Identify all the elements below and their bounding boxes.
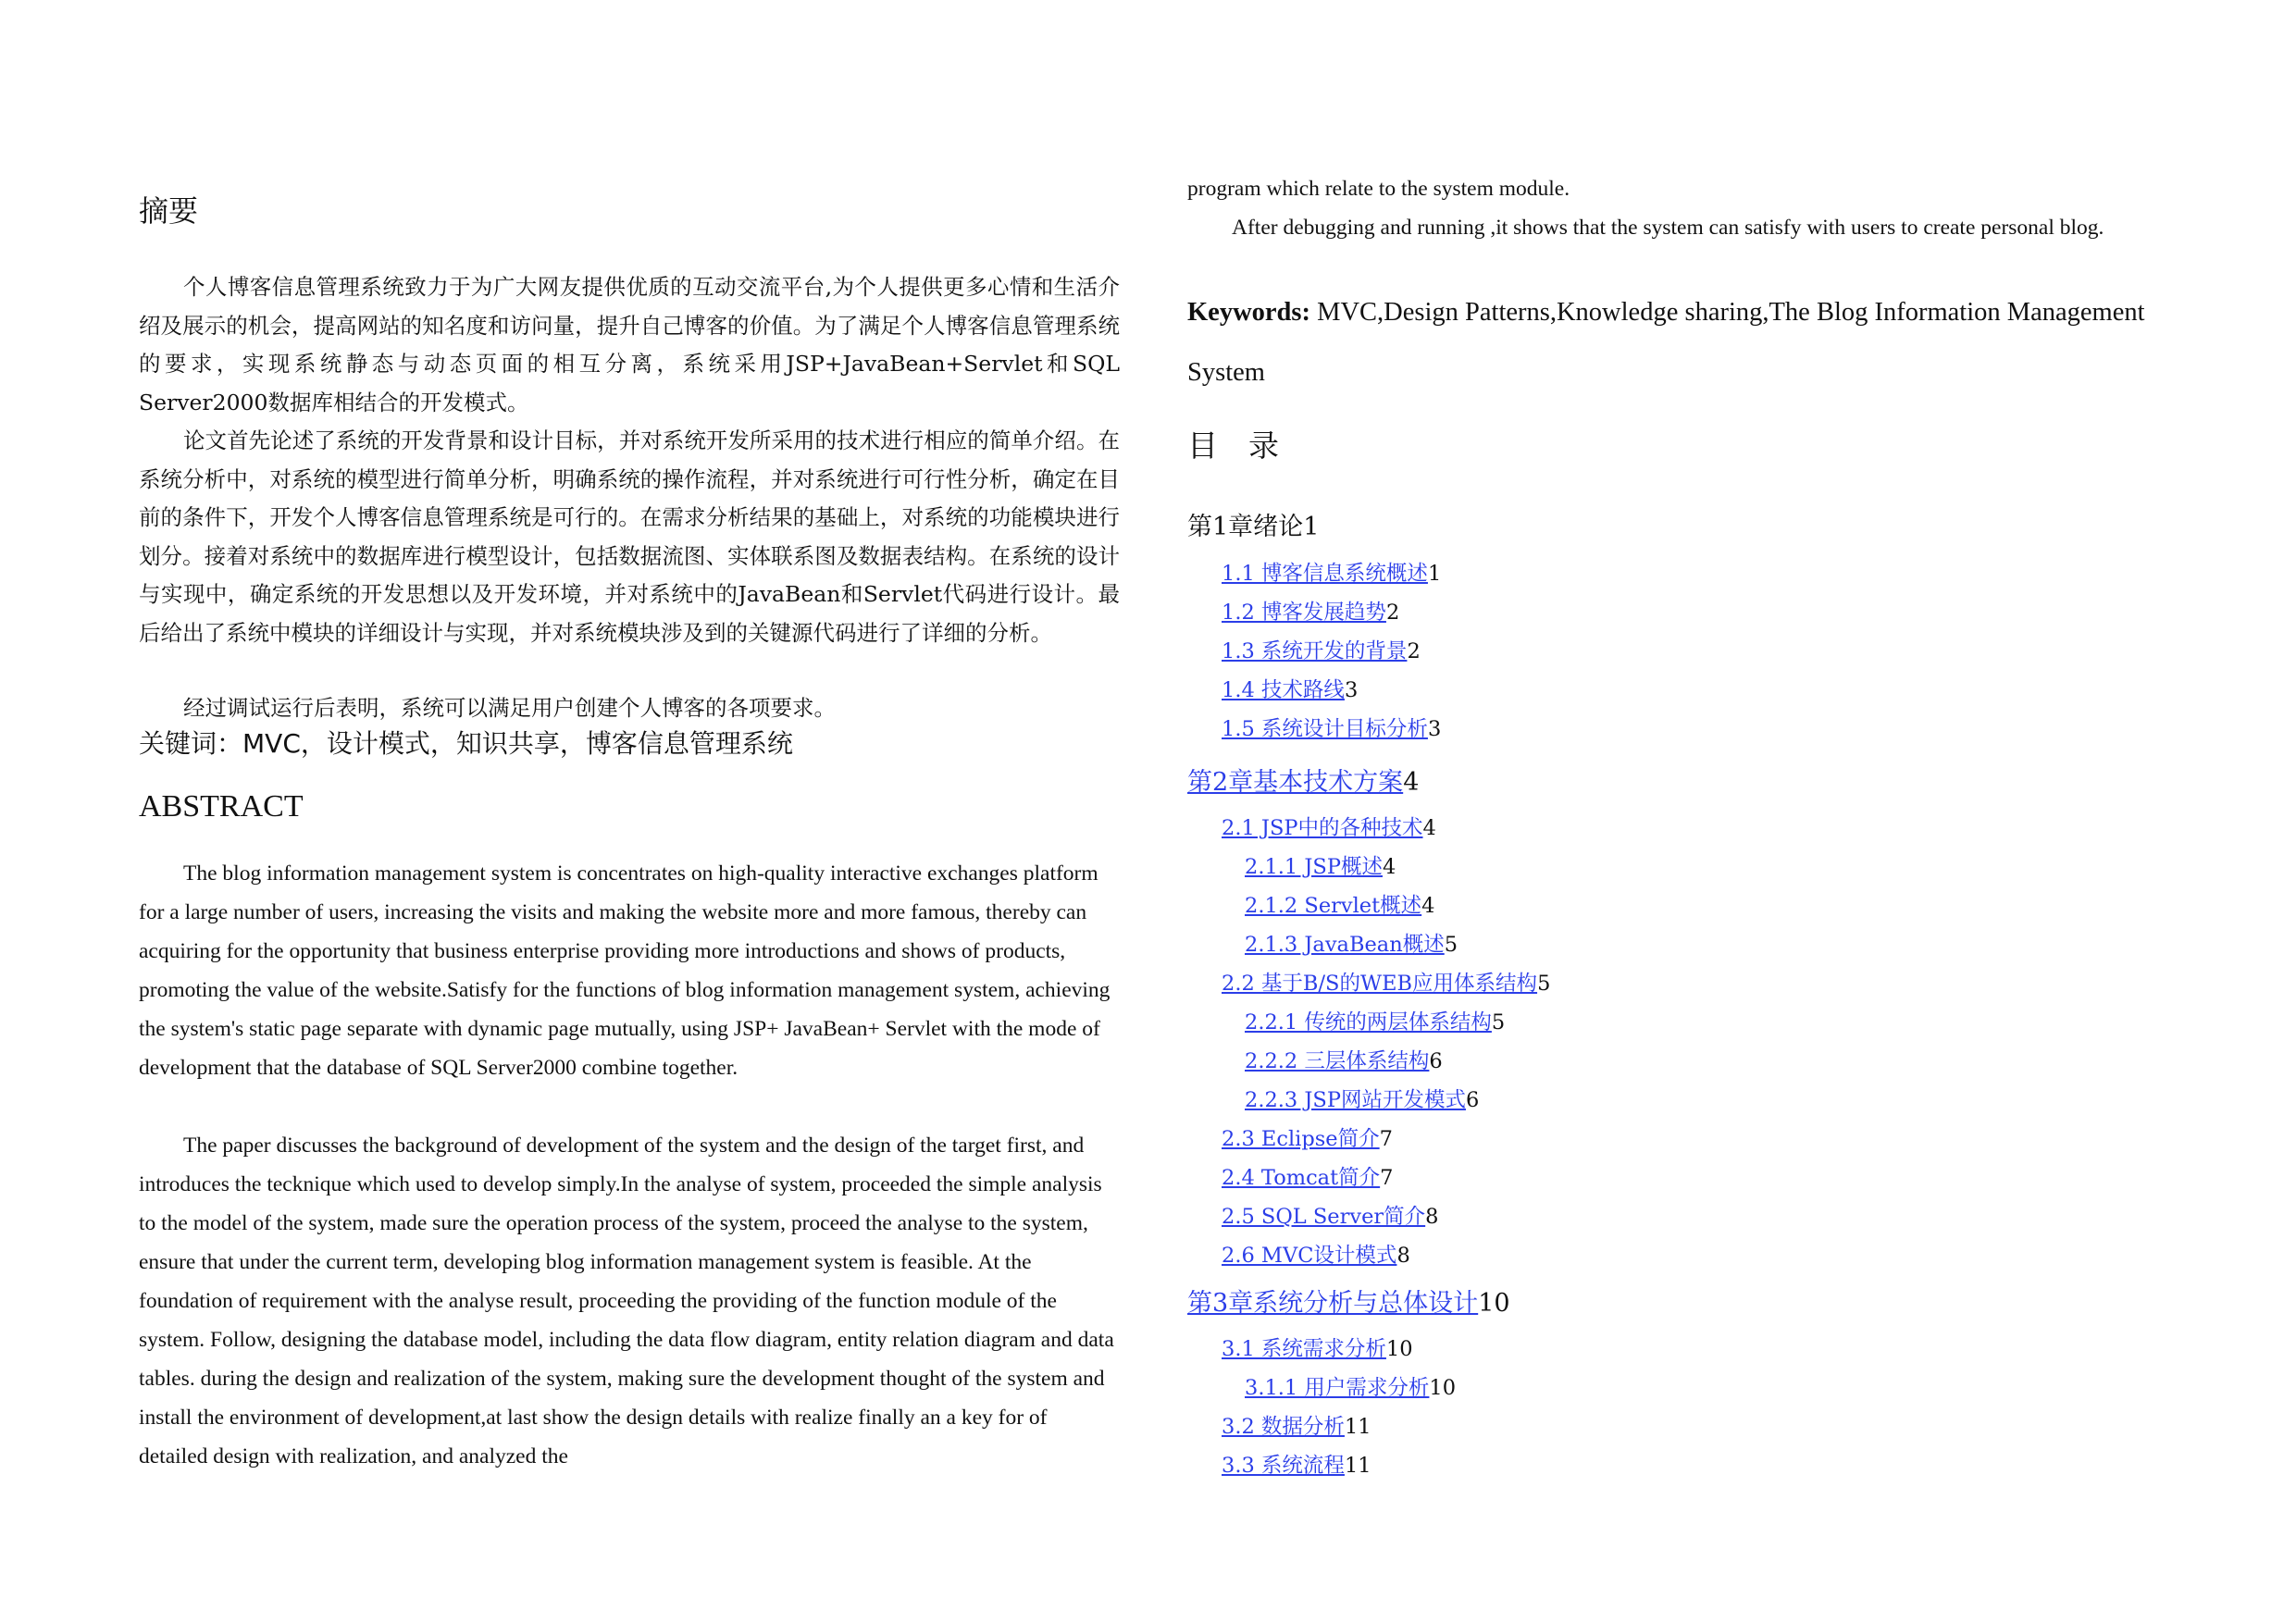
- toc-entry-2-3[interactable]: [1222, 1125, 1393, 1153]
- toc-entry-page: 5: [1491, 1010, 1506, 1035]
- toc-entry-title: 第1章绪论: [1187, 513, 1304, 541]
- toc-link[interactable]: 1.2 博客发展趋势: [1222, 601, 1386, 625]
- toc-link[interactable]: 1.4 技术路线: [1222, 678, 1345, 702]
- toc-entry-2-1-2[interactable]: [1245, 892, 1434, 920]
- toc-link[interactable]: 2.3 Eclipse简介: [1222, 1127, 1380, 1151]
- toc-entry-page: 11: [1344, 1415, 1371, 1439]
- abstract-zh-paragraph-3: 经过调试运行后表明，系统可以满足用户创建个人博客的各项要求。: [183, 695, 836, 721]
- toc-entry-page: 10: [1429, 1376, 1457, 1400]
- keywords-en-label: Keywords:: [1187, 298, 1310, 327]
- toc-entry-page: 4: [1421, 894, 1435, 918]
- toc-entry-1-5[interactable]: [1222, 715, 1441, 743]
- toc-entry-2-1[interactable]: [1222, 814, 1436, 842]
- toc-entry-2-2[interactable]: [1222, 970, 1550, 997]
- toc-entry-2-2-2[interactable]: [1245, 1047, 1443, 1075]
- toc-entry-page: 6: [1429, 1049, 1443, 1073]
- keywords-en-value: MVC,Design Patterns,Knowledge sharing,The Blog Information Management System: [1187, 298, 2145, 387]
- toc-entry-page: 7: [1379, 1127, 1393, 1151]
- toc-link[interactable]: 第3章系统分析与总体设计: [1187, 1289, 1479, 1318]
- toc-entry-3-1-1[interactable]: [1245, 1374, 1456, 1402]
- toc-link[interactable]: 2.1.3 JavaBean概述: [1245, 933, 1445, 957]
- abstract-en-paragraph-1: The blog information management system is concentrates on high-quality interactive exchanges platform for a large number of users, increasing the visits and making the website more and more famous, thereby can acquiring for the opportunity that business enterprise providing more introductions and shows of products, promoting the value of the website.Satisfy for the functions of blog information management system, achieving the system's static page separate with dynamic page mutually, using JSP+ JavaBean+ Servlet with the mode of development that the database of SQL Server2000 combine together.: [139, 861, 1111, 1080]
- abstract-zh-title: 摘要: [139, 193, 199, 229]
- abstract-en-title: ABSTRACT: [139, 789, 304, 824]
- abstract-zh-paragraph-1: 个人博客信息管理系统致力于为广大网友提供优质的互动交流平台,为个人提供更多心情和生活介绍及展示的机会，提高网站的知名度和访问量，提升自己博客的价值。为了满足个人博客信息管理系统的要求，实现系统静态与动态页面的相互分离，系统采用JSP+JavaBean+Servlet和SQL Server2000数据库相结合的开发模式。: [139, 274, 1120, 415]
- abstract-en-final-paragraph: After debugging and running ,it shows that the system can satisfy with users to create personal blog.: [1232, 216, 2104, 240]
- toc-entry-2-2-3[interactable]: [1245, 1086, 1479, 1114]
- toc-entry-page: 3: [1344, 678, 1359, 702]
- toc-entry-page: 2: [1407, 639, 1421, 663]
- toc-link[interactable]: 2.2.2 三层体系结构: [1245, 1049, 1430, 1073]
- toc-link[interactable]: 3.3 系统流程: [1222, 1454, 1345, 1478]
- toc-entry-1-4[interactable]: [1222, 676, 1358, 704]
- abstract-en-paragraph-2: The paper discusses the background of development of the system and the design of the target first, and introduces the tecknique which used to develop simply.In the analyse of system, proceeded the simple analysis to the model of the system, made sure the operation process of the system, proceed the analyse to the system, ensure that under the current term, developing blog information management system is feasible. At the foundation of requirement with the analyse result, proceeding the providing of the function module of the system. Follow, designing the database model, including the data flow diagram, entity relation diagram and data tables. during the design and realization of the system, making sure the development thought of the system and install the environment of development,at last show the design details with realize finally an a key for of detailed design with realization, and analyzed the: [139, 1134, 1114, 1468]
- abstract-zh-paragraph-2: 论文首先论述了系统的开发背景和设计目标，并对系统开发所采用的技术进行相应的简单介绍。在系统分析中，对系统的模型进行简单分析，明确系统的操作流程，并对系统进行可行性分析，确定在目前的条件下，开发个人博客信息管理系统是可行的。在需求分析结果的基础上，对系统的功能模块进行划分。接着对系统中的数据库进行模型设计，包括数据流图、实体联系图及数据表结构。在系统的设计与实现中，确定系统的开发思想以及开发环境，并对系统中的JavaBean和Servlet代码进行设计。最后给出了系统中模块的详细设计与实现，并对系统模块涉及到的关键源代码进行了详细的分析。: [139, 427, 1120, 646]
- toc-entry-ch2[interactable]: [1187, 767, 1419, 799]
- toc-entry-page: 8: [1396, 1244, 1410, 1268]
- toc-entry-page: 6: [1465, 1088, 1480, 1112]
- toc-entry-page: 3: [1427, 717, 1442, 741]
- toc-link[interactable]: 2.2.1 传统的两层体系结构: [1245, 1010, 1492, 1035]
- toc-entry-1-1[interactable]: [1222, 560, 1441, 588]
- toc-entry-ch1: [1187, 512, 1319, 543]
- toc-entry-page: 4: [1382, 855, 1396, 879]
- toc-link[interactable]: 1.5 系统设计目标分析: [1222, 717, 1428, 741]
- toc-entry-1-3[interactable]: [1222, 638, 1421, 665]
- toc-entry-page: 10: [1478, 1289, 1510, 1318]
- toc-link[interactable]: 1.3 系统开发的背景: [1222, 639, 1408, 663]
- toc-entry-page: 4: [1422, 816, 1436, 840]
- toc-entry-page: 2: [1385, 601, 1400, 625]
- toc-entry-2-2-1[interactable]: [1245, 1009, 1505, 1036]
- toc-entry-2-4[interactable]: [1222, 1164, 1393, 1192]
- toc-link[interactable]: 3.1.1 用户需求分析: [1245, 1376, 1430, 1400]
- toc-entry-page: 1: [1427, 562, 1442, 586]
- toc-entry-page: 4: [1403, 768, 1420, 797]
- toc-link[interactable]: 2.2 基于B/S的WEB应用体系结构: [1222, 972, 1538, 996]
- toc-entry-3-1[interactable]: [1222, 1335, 1413, 1363]
- toc-entry-page: 10: [1385, 1337, 1413, 1361]
- keywords-zh: 关键词：MVC，设计模式，知识共享，博客信息管理系统: [139, 728, 793, 759]
- toc-link[interactable]: 1.1 博客信息系统概述: [1222, 562, 1428, 586]
- toc-link[interactable]: 2.6 MVC设计模式: [1222, 1244, 1397, 1268]
- toc-link[interactable]: 3.2 数据分析: [1222, 1415, 1345, 1439]
- toc-entry-2-1-3[interactable]: [1245, 931, 1458, 959]
- keywords-en: [1187, 282, 2159, 403]
- toc-link[interactable]: 2.5 SQL Server简介: [1222, 1205, 1426, 1229]
- toc-entry-ch3[interactable]: [1187, 1288, 1510, 1319]
- toc-entry-2-1-1[interactable]: [1245, 853, 1396, 881]
- toc-entry-page: 5: [1537, 972, 1551, 996]
- toc-link[interactable]: 2.1 JSP中的各种技术: [1222, 816, 1423, 840]
- toc-entry-2-6[interactable]: [1222, 1242, 1410, 1270]
- toc-link[interactable]: 第2章基本技术方案: [1187, 768, 1404, 797]
- toc-link[interactable]: 2.1.2 Servlet概述: [1245, 894, 1422, 918]
- toc-entry-page: 11: [1344, 1454, 1371, 1478]
- toc-entry-page: 1: [1303, 513, 1320, 541]
- toc-entry-page: 8: [1425, 1205, 1439, 1229]
- toc-link[interactable]: 2.4 Tomcat简介: [1222, 1166, 1381, 1190]
- toc-title: 目 录: [1187, 427, 1279, 464]
- toc-entry-2-5[interactable]: [1222, 1203, 1438, 1231]
- toc-entry-3-2[interactable]: [1222, 1413, 1371, 1441]
- toc-link[interactable]: 2.2.3 JSP网站开发模式: [1245, 1088, 1466, 1112]
- toc-entry-page: 5: [1444, 933, 1458, 957]
- toc-link[interactable]: 2.1.1 JSP概述: [1245, 855, 1383, 879]
- toc-entry-3-3[interactable]: [1222, 1452, 1371, 1480]
- toc-entry-page: 7: [1380, 1166, 1394, 1190]
- abstract-en-continued-line: program which relate to the system module.: [1187, 177, 1570, 201]
- toc-link[interactable]: 3.1 系统需求分析: [1222, 1337, 1386, 1361]
- toc-entry-1-2[interactable]: [1222, 599, 1399, 626]
